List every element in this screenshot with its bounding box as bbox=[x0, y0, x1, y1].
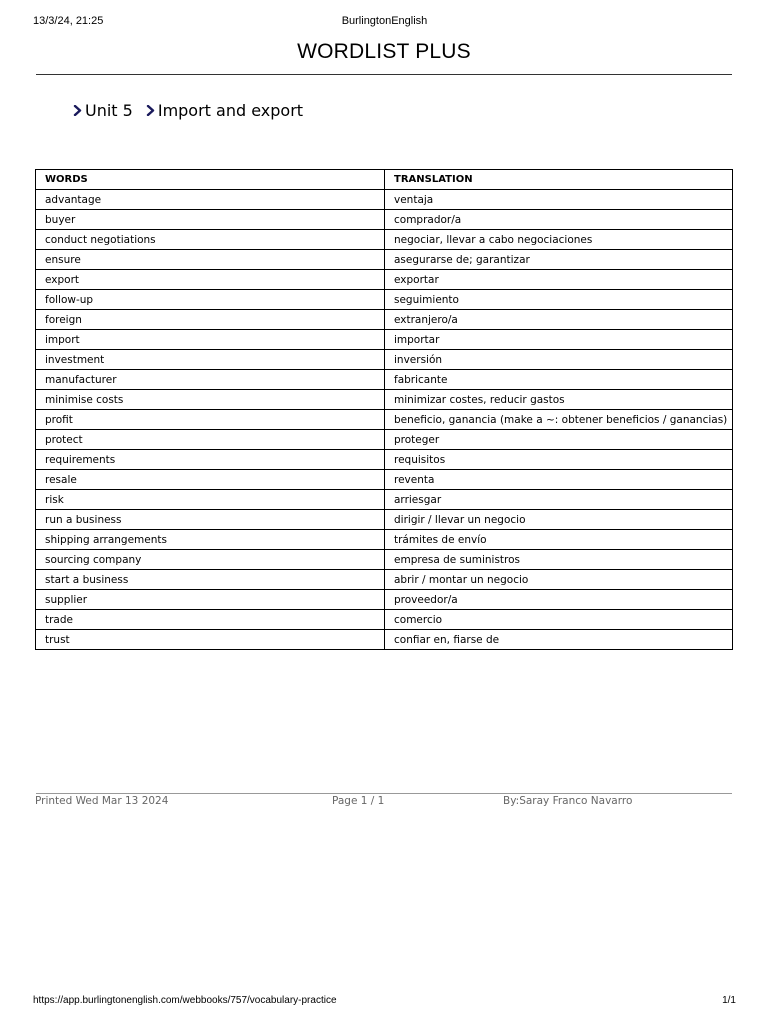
table-row bbox=[36, 290, 733, 310]
footer-divider bbox=[36, 793, 732, 794]
word-cell: resale bbox=[36, 470, 385, 490]
word-cell: trust bbox=[36, 630, 385, 650]
page-url: https://app.burlingtonenglish.com/webbooks/757/vocabulary-practice bbox=[33, 995, 337, 1006]
printed-date: Printed Wed Mar 13 2024 bbox=[35, 795, 169, 807]
word-cell: buyer bbox=[36, 210, 385, 230]
word-cell: profit bbox=[36, 410, 385, 430]
translation-cell: requisitos bbox=[385, 450, 733, 470]
title-divider bbox=[36, 74, 732, 75]
table-row bbox=[36, 530, 733, 550]
table-row bbox=[36, 470, 733, 490]
translation-cell: proteger bbox=[385, 430, 733, 450]
word-cell: export bbox=[36, 270, 385, 290]
print-datetime: 13/3/24, 21:25 bbox=[33, 15, 104, 27]
table-row bbox=[36, 510, 733, 530]
chevron-right-icon bbox=[72, 100, 85, 120]
translation-cell: comercio bbox=[385, 610, 733, 630]
table-header-row bbox=[36, 170, 733, 190]
breadcrumb-topic-label: Import and export bbox=[157, 100, 304, 120]
print-header bbox=[33, 15, 736, 29]
translation-cell: reventa bbox=[385, 470, 733, 490]
word-cell: run a business bbox=[36, 510, 385, 530]
wordlist-body bbox=[36, 190, 733, 650]
breadcrumb-unit-label: Unit 5 bbox=[85, 100, 133, 120]
word-cell: risk bbox=[36, 490, 385, 510]
translation-cell: extranjero/a bbox=[385, 310, 733, 330]
document-footer bbox=[35, 795, 732, 809]
print-site-name: BurlingtonEnglish bbox=[341, 15, 428, 27]
table-row bbox=[36, 350, 733, 370]
page-title: WORDLIST PLUS bbox=[297, 40, 471, 63]
word-cell: import bbox=[36, 330, 385, 350]
table-row bbox=[36, 330, 733, 350]
breadcrumb-item-unit[interactable] bbox=[72, 100, 133, 120]
breadcrumb bbox=[72, 100, 315, 120]
translation-cell: exportar bbox=[385, 270, 733, 290]
table-row bbox=[36, 490, 733, 510]
translation-cell: minimizar costes, reducir gastos bbox=[385, 390, 733, 410]
word-cell: ensure bbox=[36, 250, 385, 270]
word-cell: trade bbox=[36, 610, 385, 630]
translation-cell: comprador/a bbox=[385, 210, 733, 230]
translation-cell: beneficio, ganancia (make a ~: obtener beneficios / ganancias) bbox=[385, 410, 733, 430]
word-cell: foreign bbox=[36, 310, 385, 330]
table-row bbox=[36, 390, 733, 410]
word-cell: start a business bbox=[36, 570, 385, 590]
author-credit: By:Saray Franco Navarro bbox=[503, 795, 633, 807]
word-cell: advantage bbox=[36, 190, 385, 210]
page-number: Page 1 / 1 bbox=[332, 795, 385, 807]
column-header-translation: TRANSLATION bbox=[385, 170, 733, 190]
table-row bbox=[36, 210, 733, 230]
translation-cell: dirigir / llevar un negocio bbox=[385, 510, 733, 530]
print-footer bbox=[33, 995, 736, 1009]
word-cell: minimise costs bbox=[36, 390, 385, 410]
word-cell: shipping arrangements bbox=[36, 530, 385, 550]
translation-cell: fabricante bbox=[385, 370, 733, 390]
table-row bbox=[36, 310, 733, 330]
table-row bbox=[36, 430, 733, 450]
table-row bbox=[36, 570, 733, 590]
table-row bbox=[36, 590, 733, 610]
word-cell: protect bbox=[36, 430, 385, 450]
chevron-right-icon bbox=[145, 100, 158, 120]
word-cell: requirements bbox=[36, 450, 385, 470]
translation-cell: proveedor/a bbox=[385, 590, 733, 610]
column-header-words: WORDS bbox=[36, 170, 385, 190]
table-row bbox=[36, 270, 733, 290]
table-row bbox=[36, 450, 733, 470]
word-cell: conduct negotiations bbox=[36, 230, 385, 250]
translation-cell: empresa de suministros bbox=[385, 550, 733, 570]
translation-cell: confiar en, fiarse de bbox=[385, 630, 733, 650]
table-row bbox=[36, 250, 733, 270]
translation-cell: arriesgar bbox=[385, 490, 733, 510]
translation-cell: seguimiento bbox=[385, 290, 733, 310]
table-row bbox=[36, 190, 733, 210]
table-row bbox=[36, 630, 733, 650]
translation-cell: asegurarse de; garantizar bbox=[385, 250, 733, 270]
word-cell: investment bbox=[36, 350, 385, 370]
translation-cell: negociar, llevar a cabo negociaciones bbox=[385, 230, 733, 250]
word-cell: follow-up bbox=[36, 290, 385, 310]
wordlist-table bbox=[35, 169, 733, 650]
word-cell: manufacturer bbox=[36, 370, 385, 390]
table-row bbox=[36, 370, 733, 390]
translation-cell: importar bbox=[385, 330, 733, 350]
translation-cell: ventaja bbox=[385, 190, 733, 210]
table-row bbox=[36, 410, 733, 430]
translation-cell: trámites de envío bbox=[385, 530, 733, 550]
word-cell: sourcing company bbox=[36, 550, 385, 570]
print-page-count: 1/1 bbox=[722, 995, 736, 1006]
breadcrumb-item-topic[interactable] bbox=[145, 100, 303, 120]
translation-cell: abrir / montar un negocio bbox=[385, 570, 733, 590]
translation-cell: inversión bbox=[385, 350, 733, 370]
word-cell: supplier bbox=[36, 590, 385, 610]
table-row bbox=[36, 610, 733, 630]
table-row bbox=[36, 550, 733, 570]
table-row bbox=[36, 230, 733, 250]
